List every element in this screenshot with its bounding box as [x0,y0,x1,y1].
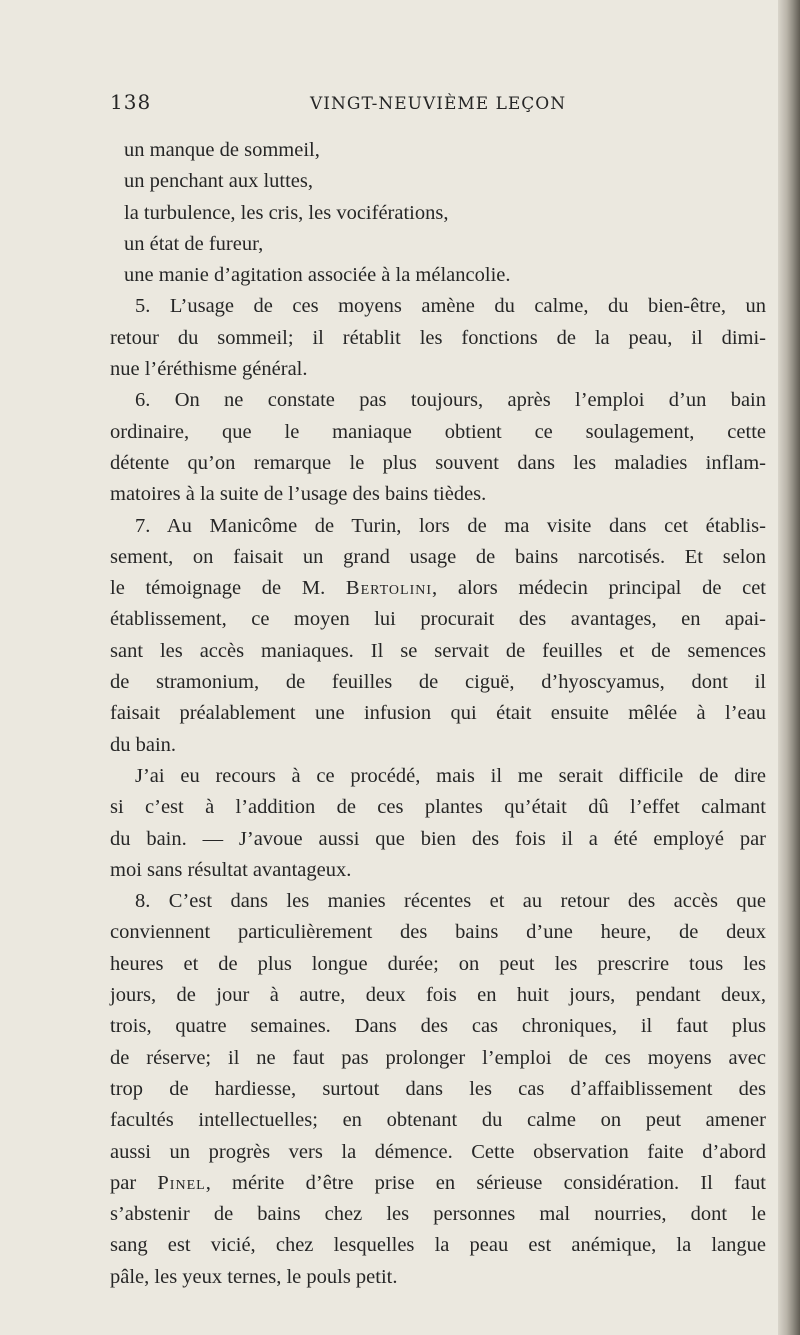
text-fragment: , alors médecin principal de cet [432,577,767,600]
text-line: retour du sommeil; il rétablit les fonctions de la peau, il dimi- [110,326,766,349]
person-name-bertolini: Bertolini [345,577,433,600]
text-line: si c’est à l’addition de ces plantes qu’était dû l’effet calmant [110,796,766,819]
text-line: matoires à la suite de l’usage des bains tièdes. [110,483,487,506]
list-item: un penchant aux luttes, [124,170,314,193]
text-line: faisait préalablement une infusion qui était ensuite mêlée à l’eau [110,702,766,725]
text-line [110,1168,766,1199]
text-fragment: le témoignage de M. [110,577,346,600]
text-line: jours, de jour à autre, deux fois en huit jours, pendant deux, [110,984,766,1007]
paragraph-8 [110,886,766,1293]
text-line: conviennent particulièrement des bains d’une heure, de deux [110,921,766,944]
page-header [110,90,750,120]
paragraph-recours [110,761,766,886]
text-line [110,573,766,604]
text-line: pâle, les yeux ternes, le pouls petit. [110,1265,398,1288]
symptom-list [110,135,766,291]
text-line: heures et de plus longue durée; on peut les prescrire tous les [110,952,766,975]
text-line: de réserve; il ne faut pas prolonger l’emploi de ces moyens avec [110,1046,766,1069]
text-line: moi sans résultat avantageux. [110,858,352,881]
list-item: la turbulence, les cris, les vociférations, [124,201,449,224]
text-line: du bain. — J’avoue aussi que bien des fois il a été employé par [110,827,766,850]
text-line: 8. C’est dans les manies récentes et au retour des accès que [135,890,766,913]
text-line: facultés intellectuelles; en obtenant du calme on peut amener [110,1109,766,1132]
running-head: VINGT-NEUVIÈME LEÇON [310,94,567,114]
list-item: un état de fureur, [124,232,264,255]
text-line: 5. L’usage de ces moyens amène du calme, du bien-être, un [135,295,766,318]
text-fragment: , mérite d’être prise en sérieuse considération. Il faut [205,1171,766,1194]
text-line: trop de hardiesse, surtout dans les cas d’affaiblissement des [110,1077,766,1100]
page-body [110,135,766,1293]
text-line: 6. On ne constate pas toujours, après l’emploi d’un bain [135,389,766,412]
list-item: un manque de sommeil, [124,139,320,161]
text-line: nue l’éréthisme général. [110,358,308,381]
text-line: aussi un progrès vers la démence. Cette observation faite d’abord [110,1140,766,1163]
list-item: une manie d’agitation associée à la mélancolie. [124,264,511,287]
text-line: sang est vicié, chez lesquelles la peau est anémique, la langue [110,1234,766,1257]
text-line: détente qu’on remarque le plus souvent dans les maladies inflam- [110,451,766,474]
text-line: s’abstenir de bains chez les personnes mal nourries, dont le [110,1203,766,1226]
text-line: ordinaire, que le maniaque obtient ce soulagement, cette [110,420,766,443]
text-line: 7. Au Manicôme de Turin, lors de ma visite dans cet établis- [135,514,766,537]
text-line: trois, quatre semaines. Dans des cas chroniques, il faut plus [110,1015,766,1038]
page-number: 138 [110,90,152,114]
page-binding-edge [778,0,800,1335]
text-line: établissement, ce moyen lui procurait des avantages, en apai- [110,608,766,631]
person-name-pinel: Pinel [157,1171,206,1194]
text-fragment: par [110,1171,158,1194]
paragraph-5 [110,291,766,385]
text-line: de stramonium, de feuilles de ciguë, d’hyoscyamus, dont il [110,671,766,694]
paragraph-7 [110,511,766,761]
text-line: J’ai eu recours à ce procédé, mais il me serait difficile de dire [135,764,766,787]
text-line: sement, on faisait un grand usage de bains narcotisés. Et selon [110,545,766,568]
paragraph-6 [110,385,766,510]
text-line: du bain. [110,733,177,756]
text-line: sant les accès maniaques. Il se servait de feuilles et de semences [110,639,766,662]
